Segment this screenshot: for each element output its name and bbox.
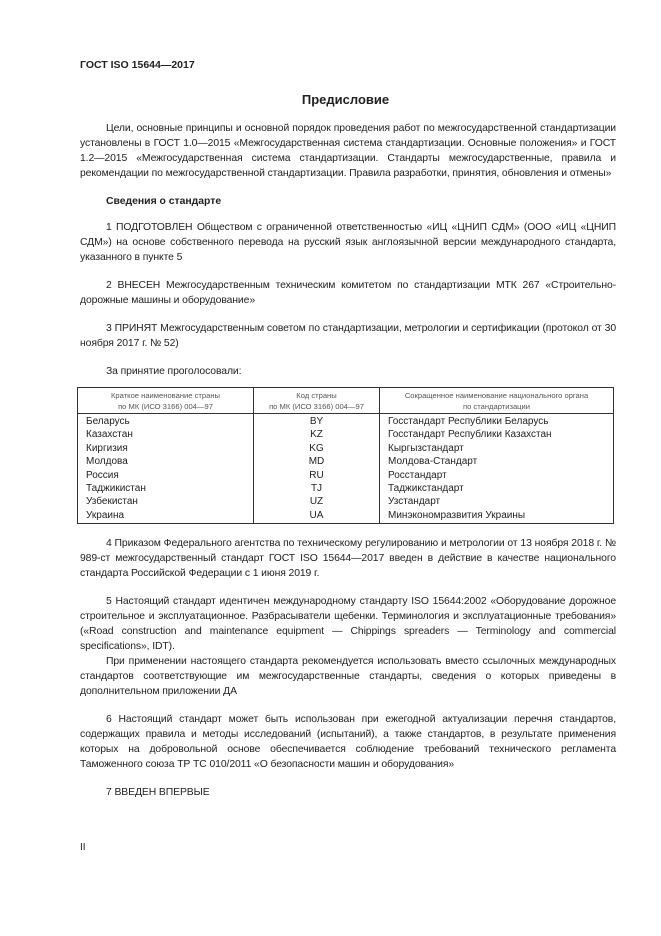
cell-country: Узбекистан — [78, 495, 254, 508]
cell-code: KZ — [254, 428, 380, 441]
cell-body: Узстандарт — [380, 495, 614, 508]
table-row — [78, 509, 614, 524]
voting-table — [77, 387, 614, 524]
column-header-body — [380, 388, 614, 414]
cell-code: TJ — [254, 482, 380, 495]
cell-body: Таджикстандарт — [380, 482, 614, 495]
item-4: 4 Приказом Федерального агентства по техническому регулированию и метрологии от 13 ноября 2018 г. № 989-ст межгосударственный стандарт ГОСТ ISO 15644—2017 введен в действие в качестве национального стандарта Российской Федерации с 1 июня 2019 г. — [80, 538, 616, 580]
cell-body: Госстандарт Республики Беларусь — [380, 414, 614, 429]
item-6: 6 Настоящий стандарт может быть использован при ежегодной актуализации перечня стандартов, содержащих правила и методы исследований (испытаний), а также стандартов, в результате применения которых на добровольной основе обеспечивается соблюдение требований технического регламента Таможенного союза ТР ТС 010/2011 «О безопасности машин и оборудования» — [80, 714, 616, 771]
item-5-note: При применении настоящего стандарта рекомендуется использовать вместо ссылочных международных стандартов соответствующие им межгосударственные стандарты, сведения о которых приведены в дополнительном приложении ДА — [80, 656, 616, 698]
table-row — [78, 442, 614, 455]
cell-country: Россия — [78, 469, 254, 482]
item-7: 7 ВВЕДЕН ВПЕРВЫЕ — [106, 787, 210, 799]
cell-country: Таджикистан — [78, 482, 254, 495]
header-line: по МК (ИСО 3166) 004—97 — [269, 402, 364, 411]
table-row — [78, 455, 614, 468]
table-row — [78, 428, 614, 441]
header-line: Сокращенное наименование национального органа — [404, 391, 589, 400]
header-line: по стандартизации — [462, 402, 531, 411]
item-2: 2 ВНЕСЕН Межгосударственным техническим комитетом по стандартизации МТК 267 «Строительно-дорожные машины и оборудование» — [80, 280, 616, 306]
header-line: по МК (ИСО 3166) 004—97 — [118, 402, 213, 411]
table-row — [78, 414, 614, 429]
item-3: 3 ПРИНЯТ Межгосударственным советом по стандартизации, метрологии и сертификации (протокол от 30 ноября 2017 г. № 52) — [80, 323, 616, 349]
table-row — [78, 495, 614, 508]
table-header-row — [78, 388, 614, 414]
header-line: Краткое наименование страны — [111, 391, 220, 400]
cell-code: UA — [254, 509, 380, 524]
document-code: ГОСТ ISO 15644—2017 — [80, 59, 195, 71]
cell-code: UZ — [254, 495, 380, 508]
cell-country: Киргизия — [78, 442, 254, 455]
page-title: Предисловие — [301, 92, 390, 107]
cell-country: Казахстан — [78, 428, 254, 441]
table-row — [78, 469, 614, 482]
cell-body: Минэкономразвития Украины — [380, 509, 614, 524]
cell-code: BY — [254, 414, 380, 429]
cell-body: Росстандарт — [380, 469, 614, 482]
cell-country: Украина — [78, 509, 254, 524]
page-number: II — [80, 842, 86, 853]
header-line: Код страны — [296, 391, 337, 400]
cell-country: Беларусь — [78, 414, 254, 429]
voted-label: За принятие проголосовали: — [106, 366, 242, 377]
cell-country: Молдова — [78, 455, 254, 468]
cell-code: RU — [254, 469, 380, 482]
column-header-code — [254, 388, 380, 414]
item-5: 5 Настоящий стандарт идентичен международному стандарту ISO 15644:2002 «Оборудование дорожное строительное и эксплуатационное. Разбрасыватели щебенки. Терминология и эксплуатационные требования» («Road construction and maintenance equipment — Chippings spreaders — Terminology and commercial specifications», IDT). — [80, 596, 616, 653]
cell-body: Молдова-Стандарт — [380, 455, 614, 468]
cell-code: KG — [254, 442, 380, 455]
document-body — [80, 121, 616, 808]
column-header-country — [78, 388, 254, 414]
table-row — [78, 482, 614, 495]
item-1: 1 ПОДГОТОВЛЕН Обществом с ограниченной ответственностью «ИЦ «ЦНИП СДМ» (ООО «ИЦ «ЦНИП СДМ») на основе собственного перевода на русский язык англоязычной версии международного стандарта, указанного в пункте 5 — [80, 222, 616, 263]
cell-body: Кыргызстандарт — [380, 442, 614, 455]
cell-code: MD — [254, 455, 380, 468]
section-heading: Сведения о стандарте — [106, 196, 222, 207]
intro-paragraph: Цели, основные принципы и основной порядок проведения работ по межгосударственной стандартизации установлены в ГОСТ 1.0—2015 «Межгосударственная система стандартизации. Основные положения» и ГОСТ 1.2—2015 «Межгосударственная система стандартизации. Стандарты межгосударственные, правила и рекомендации по межгосударственной стандартизации. Правила разработки, принятия, обновления и отмены» — [80, 123, 616, 179]
cell-body: Госстандарт Республики Казахстан — [380, 428, 614, 441]
